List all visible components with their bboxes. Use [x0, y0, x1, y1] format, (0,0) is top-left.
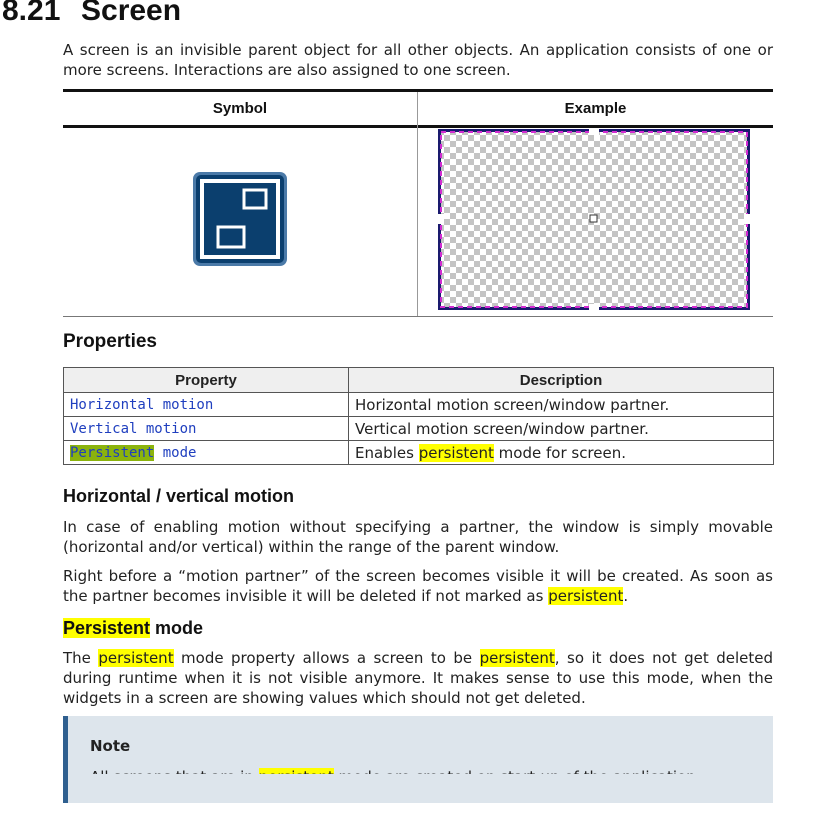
property-name-text: mode [154, 444, 197, 461]
search-highlight: persistent [98, 649, 174, 667]
properties-table [63, 367, 774, 465]
description-text: mode for screen. [493, 443, 627, 462]
property-name-text: Horizontal motion [70, 396, 214, 413]
table-rule-top [63, 89, 773, 92]
section-number: 8.21 [2, 0, 61, 27]
column-header-property: Property [64, 368, 349, 393]
section-title: Screen [81, 0, 182, 27]
table-rule-header [63, 125, 773, 128]
search-highlight: persistent [479, 649, 555, 667]
property-name [64, 393, 349, 417]
search-highlight: Persistent [70, 444, 155, 461]
example-header: Example [564, 100, 627, 117]
motion-paragraph-1: In case of enabling motion without specifying a partner, the window is simply movable (horizontal and/or vertical) within the range of the parent window. [63, 518, 773, 556]
search-highlight: Persistent [63, 618, 151, 638]
symbol-table [63, 89, 773, 317]
note-title: Note [90, 737, 131, 755]
table-row [64, 417, 774, 441]
table-divider [417, 92, 418, 316]
paragraph-text: mode property allows a screen to be [173, 649, 480, 667]
property-description: Vertical motion screen/window partner. [349, 417, 774, 441]
property-name-text: Vertical motion [70, 420, 197, 437]
column-header-description: Description [349, 368, 774, 393]
motion-heading: Horizontal / vertical motion [63, 486, 295, 506]
table-rule-bottom [63, 316, 773, 317]
persistent-paragraph [63, 648, 773, 708]
note-box-bottom [63, 774, 773, 803]
property-description [349, 441, 774, 465]
paragraph-text: Right before a “motion partner” of the screen becomes visible it will be created. As soon as the partner becomes invisible it will be deleted if not marked as [63, 567, 773, 605]
paragraph-text: , so it does not get deleted during runtime when it is not visible anymore. It makes sense to use this mode, when the widgets in a screen are showing values which should not get deleted. [63, 649, 774, 707]
table-row [64, 393, 774, 417]
heading-text: mode [150, 618, 204, 638]
section-heading [2, 0, 181, 28]
table-row [64, 441, 774, 465]
property-description: Horizontal motion screen/window partner. [349, 393, 774, 417]
property-name [64, 417, 349, 441]
properties-heading: Properties [63, 331, 157, 352]
example-screen-preview [438, 129, 750, 310]
motion-paragraph-2 [63, 566, 773, 606]
description-text: Enables [355, 443, 419, 462]
screen-icon [192, 171, 288, 267]
paragraph-text: . [623, 587, 629, 605]
search-highlight: persistent [548, 587, 624, 605]
intro-paragraph: A screen is an invisible parent object for all other objects. An application consists of one or more screens. Interactions are also assigned to one screen. [63, 41, 773, 79]
search-highlight: persistent [418, 443, 494, 462]
persistent-heading [63, 618, 203, 639]
note-box [63, 716, 773, 774]
property-name [64, 441, 349, 465]
paragraph-text: The [63, 649, 99, 667]
symbol-header: Symbol [212, 100, 268, 117]
